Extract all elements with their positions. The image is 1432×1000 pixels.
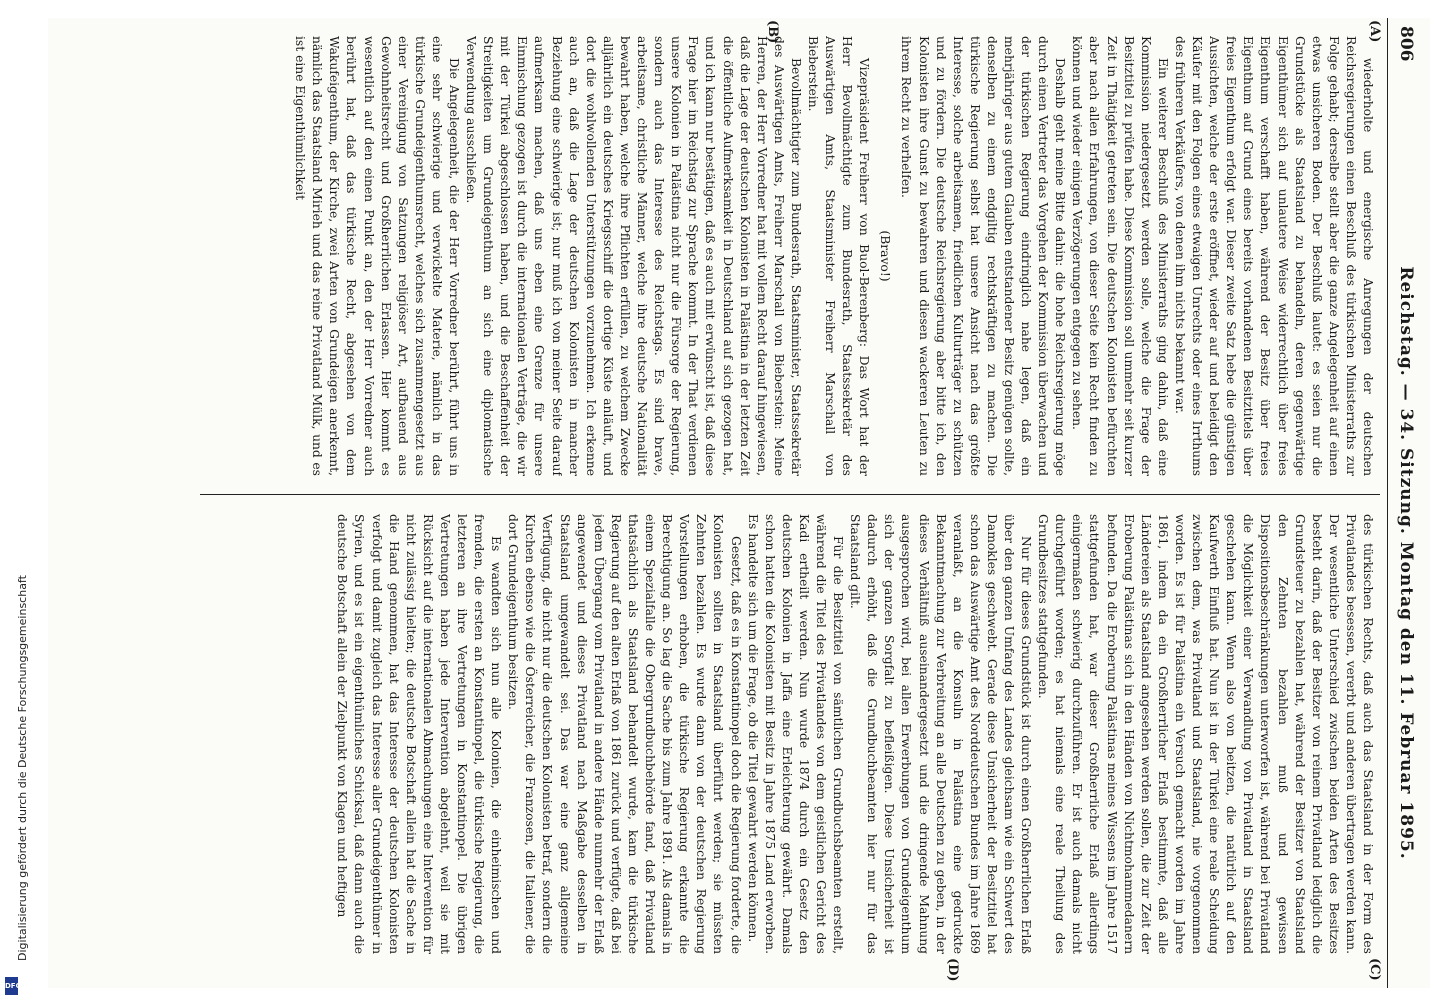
column-divider [200,494,1380,495]
right-column [176,514,1376,954]
paragraph: Deshalb geht meine Bitte dahin: die hohe Reichsregierung möge durch einen Vertreter das Vorgehen der Kommission überwachen und der türkischen Regierung eindringlich nahe legen, daß ein mehrjähriger aus gutem Glauben entstandener Besitz genügen sollte, denselben zu einem endgiltig rechtskräftigen zu machen. Die türkische Regierung selbst hat unsere Ansicht nach das größte Interesse, solche arbeitsamen, friedlichen Kulturträger zu schützen und zu fördern. Die deutsche Reichsregierung aber bitte ich, den Kolonisten ihre Gunst zu bewahren und diesen wackeren Leuten zu ihrem Recht zu verhelfen. [899,36,1068,476]
margin-mark-c: (C) [1367,958,1382,981]
margin-mark-b: (B) [765,20,780,44]
page-header [1387,18,1420,988]
applause-note: (Bravo!) [878,230,893,282]
speaker-intro: Vizepräsident Freiherr von Buol-Berenberg: Das Wort hat der Herr Bevollmächtigte zum Bundesrath, Staatssekretär des Auswärtigen Amts, Staatsminister Freiherr Marschall von Bieberstein. [806,36,872,476]
paragraph: wiederholte und energische Anregungen der deutschen Reichsregierungen einen Beschluß des türkischen Ministerraths zur Folge gehabt; derselbe stellt aber die ganze Angelegenheit auf einen etwas unsicheren Boden. Der Beschluß lautet: es seien nur die Grundstücke als Staatsland zu behandeln, deren gegenwärtige Eigenthümer sich auf unlautere Weise widerrechtlich über freies Eigenthum verschafft haben, während der Besitz über freies Eigenthum auf Grund eines bereits vorhandenen Besitztitels über freies Eigenthum erfolgt war. Dieser zweite Satz hebe die günstigen Aussichten, welche der erste eröffnet, wieder auf und beleidigt den Käufer mit den Folgen eines etwaigen Unrechts oder eines Irrthums des früheren Verkäufers, von denen ihm nichts bekannt war. [1172,36,1375,476]
credit-text: Digitalisierung gefördert durch die Deutsche Forschungsgemeinschaft [16,575,29,961]
margin-mark-a: (A) [1367,20,1382,43]
page-number: 806 [1396,26,1416,62]
left-column [176,36,1376,476]
dfg-logo-icon: DFG [5,977,18,995]
paragraph: Ein weiterer Beschluß des Ministerraths ging dahin, daß eine Kommission niedergesetzt werden solle, welche die Frage der Besitztitel zu prüfen habe. Diese Kommission soll ummehr seit kurzer Zeit in Thätigkeit getreten sein. Die deutschen Kolonisten befürchten aber nach allen Erfahrungen, von dieser Seite kein Recht finden zu können und wieder einigen Verzögerungen entgegen zu sehen. [1070,36,1170,476]
digitization-credit [2,575,29,998]
paragraph: Nur für dieses Grundstück ist durch einen Großherrlichen Erlaß über den ganzen Umfang des Landes gleichsam wie ein Schwert des Damokles geschwebt. Gerade diese Unsicherheit der Besitztitel hat schon das Auswärtige Amt des Norddeutschen Bundes im Jahre 1869 veranlaßt, an die Konsuln in Palästina eine gedruckte Bekanntmachung zur Verbreitung an alle Deutschen zu geben, in der dieses Verhältniß auseinandergesetzt und die dringende Mahnung ausgesprochen wird, bei allen Erwerbungen von Grundeigenthum sich der ganzen Sorgfalt zu befleißigen. Diese Unsicherheit ist dadurch erhöht, daß die Grundbuchbeamten hier nur für das Staatsland gilt. [848,514,1034,954]
running-title: Reichstag. — 34. Sitzung. Montag den 11. Februar 1895. [1396,266,1416,860]
paragraph: Bevollmächtigter zum Bundesrath, Staatsminister, Staatssekretär des Auswärtigen Amts, Freiherr Marschall von Bieberstein: Meine Herren, der Herr Vorredner hat mit vollem Recht darauf hingewiesen, daß die Lage der deutschen Kolonisten in Palästina in der letzten Zeit die öffentliche Aufmerksamkeit in Deutschland auf sich gezogen hat, und ich kann nur bestätigen, daß es auch mit erwünscht ist, daß diese Frage hier im Reichstag zur Sprache kommt. In der That verdienen unsere Kolonien in Palästina nicht nur die Fürsorge der Regierung, sondern auch das Interesse des Reichstags. Es sind brave, arbeitsame, christliche Männer, welche ihre deutsche Nationalität bewahrt haben, welche ihre Pflichten erfüllen, zu welchem Zwecke alljährlich ein deutsches Kriegsschiff die dortige Küste anläuft, und dort die wohlwollenden Unterstützungen vorzunehmen. Ich erkenne auch an, daß die Lage der deutschen Kolonisten in mancher Beziehung eine schwierige ist; nur muß ich von meiner Seite darauf aufmerksam machen, daß uns eben eine Grenze für unsere Einmischung gezogen ist durch die internationalen Verträge, die wir mit der Türkei abgeschlossen haben, und die Beschaffenheit der Streitigkeiten um Grundeigenthum an sich eine diplomatische Verwendung ausschließen. [464,36,803,476]
paragraph: Es wandten sich nun alle Kolonien, die einheimischen und fremden, die ersten an Konstantinopel, die türkische Regierung, die letzteren an ihre Vertretungen in Konstantinopel. Die übrigen Vertretungen haben jede Intervention abgelehnt, weil sie mit Rücksicht auf die internationalen Abmachungen eine Intervention für nicht zulässig hielten; die deutsche Botschaft allein hat die Sache in die Hand genommen, hat das Interesse der deutschen Kolonisten verfolgt und damit zugleich das Interesse aller Grundeigenthümer in Syrien, und es ist ein eigenthümliches Schicksal, daß dann auch die deutsche Botschaft allein der Zielpunkt von Klagen und heftigen [335,514,504,954]
paragraph: Die Angelegenheit, die der Herr Vorredner berührt, führt uns in eine sehr schwierige und verwickelte Materie, nämlich in das türkische Grundeigenthumsrecht, welches sich zusammengesetzt aus einer Vereinigung von Satzungen religiöser Art, aufbauend aus Gewohnheitsrecht und Großherrlichen Erlassen. Hier kommt es wesentlich auf den einen Punkt an, den der Herr Vorredner auch berührt hat, daß das türkische Recht, abgesehen von dem Wakufeigenthum, der Kirche, zwei Arten von Grundeigen anerkennt, nämlich das Staatsland Mirieh und das reine Privatland Mülk, und es ist eine Eigenthümlichkeit [293,36,462,476]
paragraph: des türkischen Rechts, daß auch das Staatsland in der Form des Privatlandes besessen, vererbt und anderen übertragen werden kann. Der wesentliche Unterschied zwischen beiden Arten des Besitzes besteht darin, daß der Besitzer von reinem Privatland lediglich die Grundsteuer zu bezahlen hat, während der Besitzer von Staatsland den Zehnten bezahlen muß und gewissen Dispositionsbeschränkungen unterworfen ist, während bei Privatland die Möglichkeit einer Verwandlung von Privatland in Staatsland geschehen kann. Wenn also von beitzen, die natürlich auf den Kaufwerth Einfluß hat. Nun ist in der Türkei eine reale Scheidung zwischen dem, was Privatland und Staatsland, nie vorgenommen worden. Es ist für Palästina ein Versuch gemacht worden im Jahre 1861, indem da ein Großherrlicher Erlaß bestimmte, daß alle Ländereien als Staatsland angesehen werden sollen, die zur Zeit der Eroberung Palästinas sich in den Händen von Nichtmohammedanern befunden. Da die Eroberung Palästinas meines Wissens im Jahre 1517 stattgefunden hat, war dieser Großherrliche Erlaß allerdings einigermaßen schwierig durchzuführen. Er ist auch damals nicht durchgeführt worden; es hat niemals eine reale Theilung des Grundbesitzes stattgefunden. [1036,514,1375,954]
rotated-page-content [120,18,1420,988]
scanned-page [48,18,1430,988]
margin-mark-d: (D) [945,958,960,982]
paragraph: Gesetzt, daß es in Konstantinopel doch die Regierung forderte, die Kolonisten sollten in Staatsland überführt werden; sie müssten Zehnten bezahlen. Es wurde dann von der deutschen Regierung Vorstellungen erhoben, die türkische Regierung erkannte die Berechtigung an. So lag die Sache bis zum Jahre 1891. Als damals in einem Spezialfalle die Obergrundbuchbehörde fand, daß Privatland thatsächlich als Staatsland behandelt wurde, kam die türkische Regierung auf den alten Erlaß von 1861 zurück und verfügte, daß bei jedem Übergang vom Privatland in andere Hände nunmehr der Erlaß angewendet und dieses Privatland nach Maßgabe desselben in Staatsland umgewandelt sei. Das war eine ganz allgemeine Verfügung, die nicht nur die deutschen Kolonisten betraf, sondern die Kirchen ebenso wie die Österreicher, die Franzosen, die Italiener, die dort Grundeigenthum besitzen. [506,514,743,954]
paragraph: Für die Besitztitel von sämtlichen Grundbuchsbeamten erstellt, während die Titel des Privatlandes von dem geistlichen Gericht des Kadi ertheilt werden. Nun wurde 1874 durch ein Gesetz den deutschen Kolonien in Jaffa eine Erleichterung gewährt. Damals schon hatten die Kolonisten mit Besitz in Jahre 1875 Land erworben. Es handelte sich um die Frage, ob die Titel gewahrt werden können. [745,514,846,954]
